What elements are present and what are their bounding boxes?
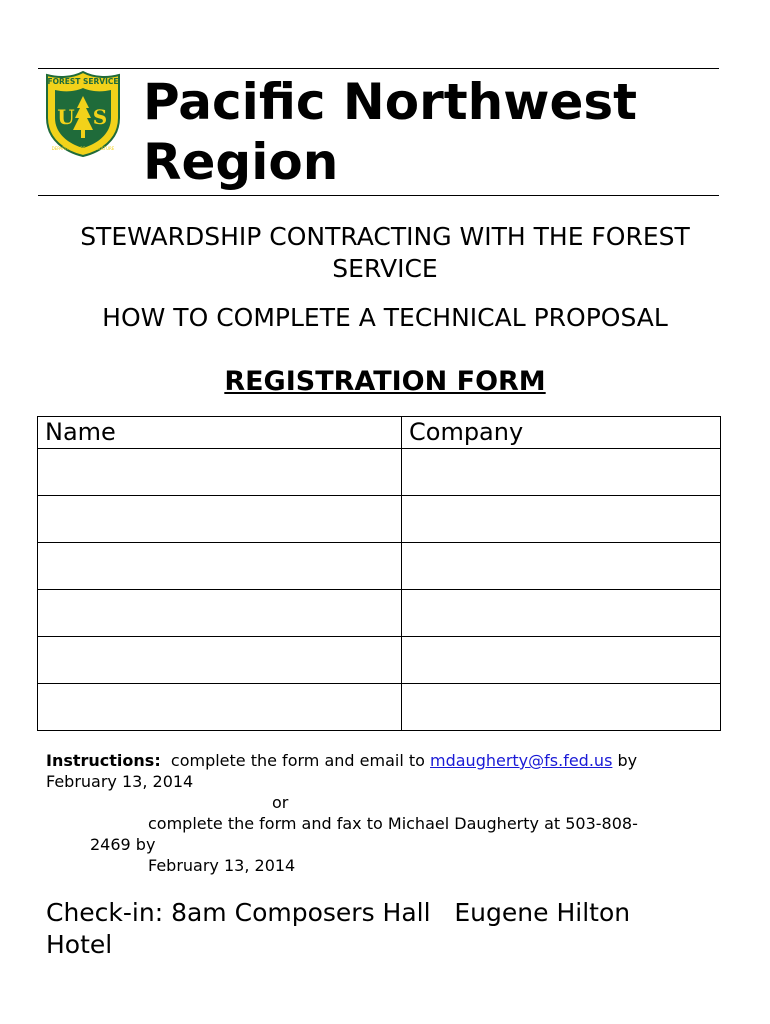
company-cell[interactable] — [402, 543, 721, 590]
name-cell[interactable] — [38, 543, 402, 590]
company-cell[interactable] — [402, 637, 721, 684]
company-cell[interactable] — [402, 684, 721, 731]
svg-text:U: U — [57, 105, 75, 129]
region-title-line1: Pacific Northwest — [143, 73, 638, 131]
email-link[interactable]: mdaugherty@fs.fed.us — [430, 751, 613, 770]
name-cell[interactable] — [38, 637, 402, 684]
column-header-company: Company — [402, 417, 721, 449]
region-title — [143, 72, 713, 192]
checkin-info: Check-in: 8am Composers Hall Eugene Hilton Hotel — [46, 898, 631, 959]
table-row — [38, 496, 721, 543]
form-title: REGISTRATION FORM — [224, 366, 546, 397]
region-title-line2: Region — [143, 133, 339, 191]
fax-instructions: complete the form and fax to Michael Daugherty at 503-808- — [148, 814, 638, 833]
program-title: STEWARDSHIP CONTRACTING WITH THE FOREST SERVICE — [80, 222, 690, 283]
svg-text:S: S — [92, 105, 108, 129]
instructions-email-line: Instructions: complete the form and email to mdaugherty@fs.fed.us by — [46, 751, 638, 770]
svg-text:DEPARTMENT OF AGRICULTURE: DEPARTMENT OF AGRICULTURE — [51, 146, 115, 151]
table-row — [38, 684, 721, 731]
instructions-or: or — [272, 793, 289, 812]
header-top-rule — [38, 68, 719, 69]
table-row — [38, 637, 721, 684]
svg-text:FOREST SERVICE: FOREST SERVICE — [47, 77, 119, 86]
company-cell[interactable] — [402, 449, 721, 496]
name-cell[interactable] — [38, 590, 402, 637]
forest-service-shield-icon — [44, 70, 122, 158]
company-cell[interactable] — [402, 496, 721, 543]
registration-table — [37, 416, 721, 731]
table-row — [38, 590, 721, 637]
fax-deadline: February 13, 2014 — [148, 856, 296, 875]
table-row — [38, 543, 721, 590]
name-cell[interactable] — [38, 496, 402, 543]
column-header-name: Name — [38, 417, 402, 449]
name-cell[interactable] — [38, 449, 402, 496]
table-header-row — [38, 417, 721, 449]
table-row — [38, 449, 721, 496]
header-bottom-rule — [38, 195, 719, 196]
name-cell[interactable] — [38, 684, 402, 731]
instructions-label: Instructions: — [46, 751, 161, 770]
company-cell[interactable] — [402, 590, 721, 637]
session-title: HOW TO COMPLETE A TECHNICAL PROPOSAL — [102, 303, 668, 332]
fax-instructions-cont: 2469 by — [90, 835, 156, 854]
email-deadline: February 13, 2014 — [46, 772, 194, 791]
